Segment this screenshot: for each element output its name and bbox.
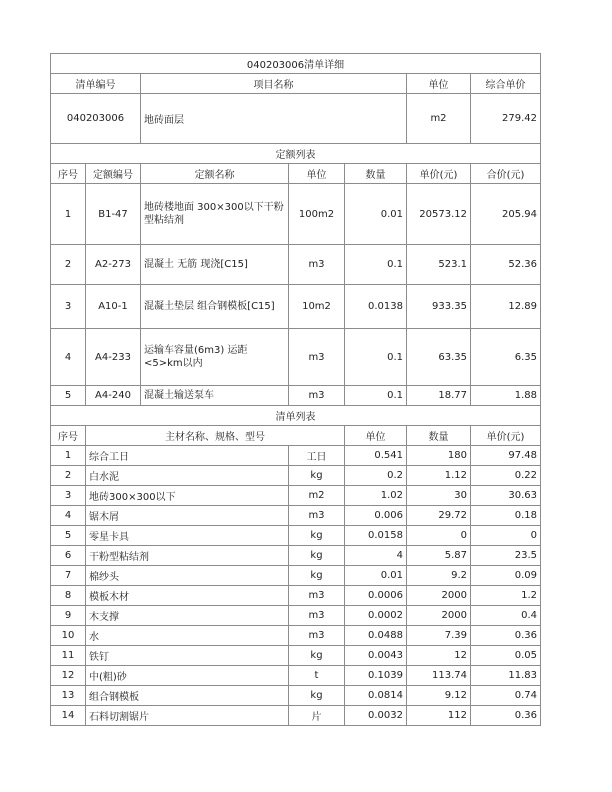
quota-row [51, 184, 541, 245]
material-seq: 11 [51, 646, 86, 666]
material-seq: 3 [51, 486, 86, 506]
material-name: 锯木屑 [86, 506, 289, 526]
quota-name: 混凝土垫层 组合钢模板[C15] [141, 285, 289, 329]
material-unit: kg [289, 466, 345, 486]
quota-qty: 0.0138 [345, 285, 407, 329]
material-total: 0.36 [471, 626, 541, 646]
col-bill-price: 综合单价 [471, 74, 541, 94]
material-row [51, 446, 541, 466]
material-price: 30 [407, 486, 471, 506]
material-price: 5.87 [407, 546, 471, 566]
quota-section-title: 定额列表 [51, 144, 541, 164]
material-unit: kg [289, 526, 345, 546]
quota-total: 205.94 [471, 184, 541, 245]
material-name: 中(粗)砂 [86, 666, 289, 686]
material-unit: m2 [289, 486, 345, 506]
material-row [51, 526, 541, 546]
material-price: 1.12 [407, 466, 471, 486]
col-price: 单价(元) [471, 426, 541, 446]
quota-row [51, 386, 541, 406]
material-qty: 0.0158 [345, 526, 407, 546]
material-seq: 9 [51, 606, 86, 626]
material-row [51, 586, 541, 606]
quota-seq: 2 [51, 245, 86, 285]
quota-name: 混凝土 无筋 现浇[C15] [141, 245, 289, 285]
material-price: 9.12 [407, 686, 471, 706]
material-unit: kg [289, 646, 345, 666]
material-row [51, 486, 541, 506]
quota-price: 933.35 [407, 285, 471, 329]
col-qty: 数量 [345, 164, 407, 184]
quota-header-row [51, 164, 541, 184]
material-qty: 4 [345, 546, 407, 566]
quota-qty: 0.1 [345, 386, 407, 406]
material-unit: m3 [289, 626, 345, 646]
col-unit: 单位 [345, 426, 407, 446]
material-total: 0.18 [471, 506, 541, 526]
material-qty: 0.0032 [345, 706, 407, 726]
material-price: 29.72 [407, 506, 471, 526]
material-seq: 2 [51, 466, 86, 486]
material-qty: 0.0488 [345, 626, 407, 646]
col-bill-unit: 单位 [407, 74, 471, 94]
bill-name: 地砖面层 [141, 94, 407, 144]
material-qty: 1.02 [345, 486, 407, 506]
quota-unit: m3 [289, 329, 345, 386]
material-name: 组合钢模板 [86, 686, 289, 706]
material-price: 7.39 [407, 626, 471, 646]
bill-row [51, 94, 541, 144]
bill-header-row [51, 74, 541, 94]
material-total: 0.22 [471, 466, 541, 486]
material-unit: m3 [289, 606, 345, 626]
quota-price: 18.77 [407, 386, 471, 406]
quota-row [51, 285, 541, 329]
quota-code: A2-273 [86, 245, 141, 285]
material-total: 0.36 [471, 706, 541, 726]
material-row [51, 666, 541, 686]
material-seq: 7 [51, 566, 86, 586]
quota-total: 12.89 [471, 285, 541, 329]
col-seq: 序号 [51, 164, 86, 184]
col-seq: 序号 [51, 426, 86, 446]
quota-code: A4-240 [86, 386, 141, 406]
material-total: 30.63 [471, 486, 541, 506]
col-unit: 单位 [289, 164, 345, 184]
material-name: 水 [86, 626, 289, 646]
material-unit: kg [289, 686, 345, 706]
material-header-row [51, 426, 541, 446]
material-name: 铁钉 [86, 646, 289, 666]
material-price: 112 [407, 706, 471, 726]
material-row [51, 706, 541, 726]
material-price: 0 [407, 526, 471, 546]
quota-seq: 4 [51, 329, 86, 386]
material-qty: 0.0043 [345, 646, 407, 666]
material-price: 113.74 [407, 666, 471, 686]
material-unit: 片 [289, 706, 345, 726]
material-row [51, 686, 541, 706]
material-rows [51, 446, 541, 726]
material-unit: t [289, 666, 345, 686]
material-unit: kg [289, 546, 345, 566]
material-name: 模板木材 [86, 586, 289, 606]
col-quota-name: 定额名称 [141, 164, 289, 184]
material-seq: 4 [51, 506, 86, 526]
material-qty: 0.1039 [345, 666, 407, 686]
material-row [51, 626, 541, 646]
quota-seq: 5 [51, 386, 86, 406]
material-name: 石料切割锯片 [86, 706, 289, 726]
col-material-name: 主材名称、规格、型号 [86, 426, 345, 446]
material-qty: 0.2 [345, 466, 407, 486]
material-total: 0.74 [471, 686, 541, 706]
material-total: 97.48 [471, 446, 541, 466]
material-total: 0.09 [471, 566, 541, 586]
quota-total: 52.36 [471, 245, 541, 285]
quota-name: 地砖楼地面 300×300以下干粉型粘结剂 [141, 184, 289, 245]
material-seq: 8 [51, 586, 86, 606]
material-qty: 0.01 [345, 566, 407, 586]
material-section-title: 清单列表 [51, 406, 541, 426]
material-name: 白水泥 [86, 466, 289, 486]
material-price: 9.2 [407, 566, 471, 586]
bill-detail-table [50, 53, 541, 726]
material-qty: 0.0006 [345, 586, 407, 606]
bill-code: 040203006 [51, 94, 141, 144]
material-name: 棉纱头 [86, 566, 289, 586]
material-total: 0 [471, 526, 541, 546]
material-row [51, 606, 541, 626]
quota-seq: 1 [51, 184, 86, 245]
material-unit: m3 [289, 586, 345, 606]
quota-price: 20573.12 [407, 184, 471, 245]
quota-price: 63.35 [407, 329, 471, 386]
material-name: 综合工日 [86, 446, 289, 466]
material-qty: 0.0002 [345, 606, 407, 626]
material-unit: kg [289, 566, 345, 586]
material-seq: 10 [51, 626, 86, 646]
material-row [51, 466, 541, 486]
material-name: 地砖300×300以下 [86, 486, 289, 506]
material-total: 1.2 [471, 586, 541, 606]
material-seq: 14 [51, 706, 86, 726]
quota-qty: 0.1 [345, 329, 407, 386]
quota-name: 混凝土输送泵车 [141, 386, 289, 406]
quota-total: 6.35 [471, 329, 541, 386]
quota-unit: 10m2 [289, 285, 345, 329]
col-quota-code: 定额编号 [86, 164, 141, 184]
material-name: 木支撑 [86, 606, 289, 626]
material-seq: 5 [51, 526, 86, 546]
material-name: 干粉型粘结剂 [86, 546, 289, 566]
material-price: 2000 [407, 586, 471, 606]
quota-unit: m3 [289, 386, 345, 406]
quota-row [51, 245, 541, 285]
quota-code: A4-233 [86, 329, 141, 386]
quota-code: A10-1 [86, 285, 141, 329]
table-title: 040203006清单详细 [51, 54, 541, 74]
col-qty: 数量 [407, 426, 471, 446]
bill-unit: m2 [407, 94, 471, 144]
quota-qty: 0.01 [345, 184, 407, 245]
material-qty: 0.006 [345, 506, 407, 526]
material-name: 零星卡具 [86, 526, 289, 546]
material-total: 11.83 [471, 666, 541, 686]
quota-code: B1-47 [86, 184, 141, 245]
material-price: 180 [407, 446, 471, 466]
material-price: 2000 [407, 606, 471, 626]
material-seq: 1 [51, 446, 86, 466]
material-seq: 13 [51, 686, 86, 706]
material-unit: m3 [289, 506, 345, 526]
material-total: 23.5 [471, 546, 541, 566]
quota-unit: 100m2 [289, 184, 345, 245]
quota-row [51, 329, 541, 386]
material-price: 12 [407, 646, 471, 666]
material-seq: 12 [51, 666, 86, 686]
material-total: 0.05 [471, 646, 541, 666]
material-row [51, 646, 541, 666]
material-total: 0.4 [471, 606, 541, 626]
col-total: 合价(元) [471, 164, 541, 184]
quota-total: 1.88 [471, 386, 541, 406]
col-bill-code: 清单编号 [51, 74, 141, 94]
material-qty: 0.0814 [345, 686, 407, 706]
material-row [51, 506, 541, 526]
quota-price: 523.1 [407, 245, 471, 285]
material-seq: 6 [51, 546, 86, 566]
bill-price: 279.42 [471, 94, 541, 144]
quota-qty: 0.1 [345, 245, 407, 285]
material-row [51, 546, 541, 566]
quota-unit: m3 [289, 245, 345, 285]
material-row [51, 566, 541, 586]
col-bill-name: 项目名称 [141, 74, 407, 94]
quota-seq: 3 [51, 285, 86, 329]
quota-name: 运输车容量(6m3) 运距<5>km以内 [141, 329, 289, 386]
material-qty: 0.541 [345, 446, 407, 466]
material-unit: 工日 [289, 446, 345, 466]
col-price: 单价(元) [407, 164, 471, 184]
